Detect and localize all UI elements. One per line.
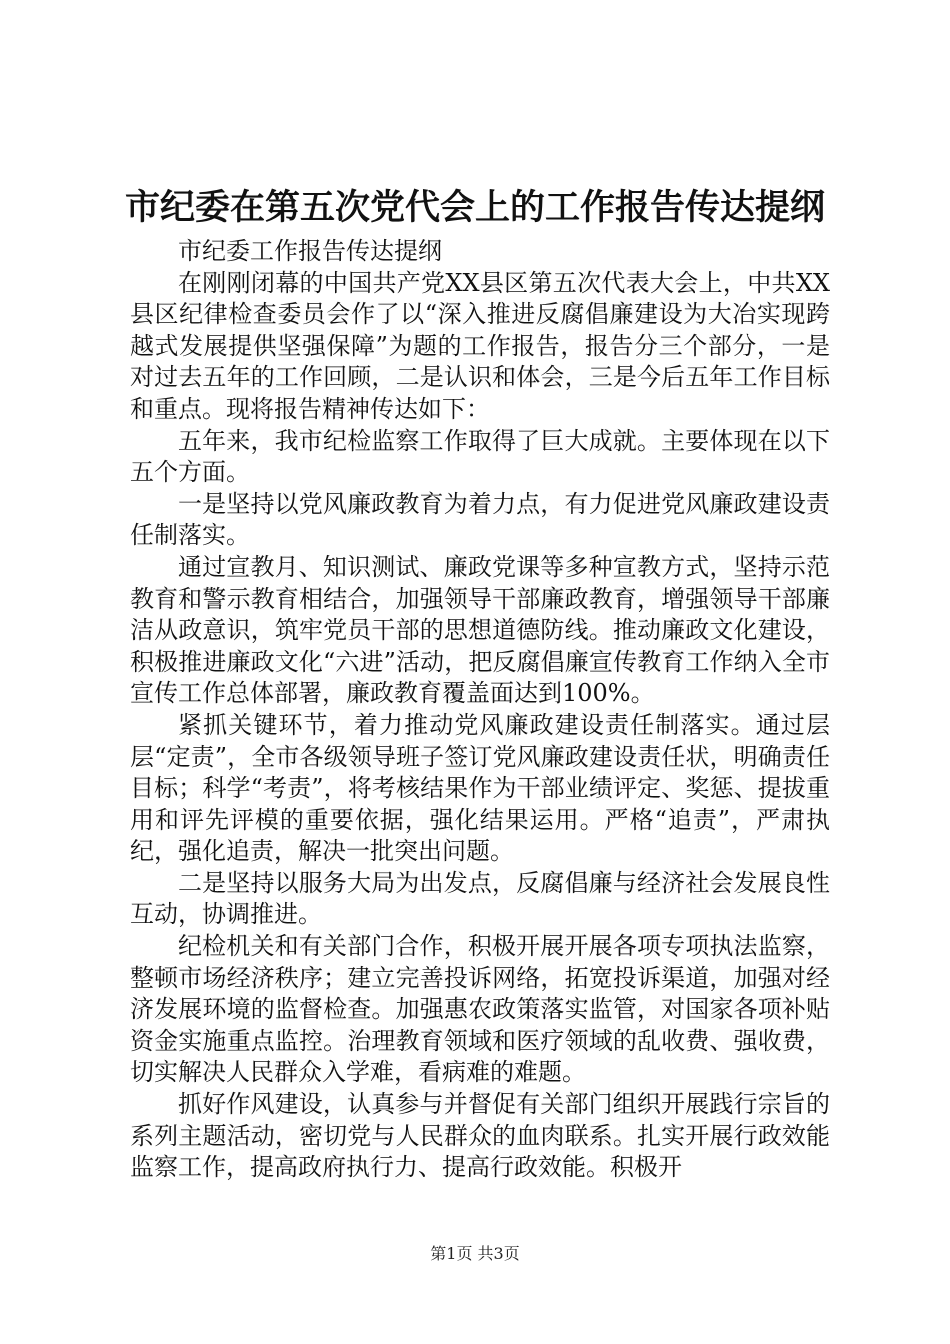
paragraph-responsibility: 紧抓关键环节，着力推动党风廉政建设责任制落实。通过层层“定责”，全市各级领导班子签订党风廉政建设责任状，明确责任目标；科学“考责”，将考核结果作为干部业绩评定、奖惩、提拔重用和评先评模的重要依据，强化结果运用。严格“追责”，严肃执纪，强化追责，解决一批突出问题。: [130, 710, 830, 866]
document-title: 市纪委在第五次党代会上的工作报告传达提纲: [124, 187, 825, 228]
page-number-footer: 第1页 共3页: [430, 1244, 520, 1263]
paragraph-intro: 在刚刚闭幕的中国共产党XX县区第五次代表大会上，中共XX县区纪律检查委员会作了以“深入推进反腐倡廉建设为大冶实现跨越式发展提供坚强保障”为题的工作报告，报告分三个部分，一是对过去五年的工作回顾，二是认识和体会，三是今后五年工作目标和重点。现将报告精神传达如下：: [130, 268, 830, 423]
paragraph-achievements: 五年来，我市纪检监察工作取得了巨大成就。主要体现在以下五个方面。: [130, 426, 830, 487]
paragraph-subtitle: 市纪委工作报告传达提纲: [178, 237, 442, 265]
paragraph-education: 通过宣教月、知识测试、廉政党课等多种宣教方式，坚持示范教育和警示教育相结合，加强领导干部廉政教育，增强领导干部廉洁从政意识，筑牢党员干部的思想道德防线。推动廉政文化建设，积极推进廉政文化“六进”活动，把反腐倡廉宣传教育工作纳入全市宣传工作总体部署，廉政教育覆盖面达到100%。: [130, 552, 830, 708]
paragraph-supervision: 纪检机关和有关部门合作，积极开展开展各项专项执法监察，整顿市场经济秩序；建立完善投诉网络，拓宽投诉渠道，加强对经济发展环境的监督检查。加强惠农政策落实监管，对国家各项补贴资金实施重点监控。治理教育领域和医疗领域的乱收费、强收费，切实解决人民群众入学难，看病难的难题。: [130, 932, 830, 1087]
paragraph-work-style: 抓好作风建设，认真参与并督促有关部门组织开展践行宗旨的系列主题活动，密切党与人民群众的血肉联系。扎实开展行政效能监察工作，提高政府执行力、提高行政效能。积极开: [130, 1090, 830, 1182]
paragraph-point-two: 二是坚持以服务大局为出发点，反腐倡廉与经济社会发展良性互动，协调推进。: [130, 868, 830, 929]
paragraph-point-one: 一是坚持以党风廉政教育为着力点，有力促进党风廉政建设责任制落实。: [130, 489, 830, 550]
document-body: [130, 236, 830, 1184]
